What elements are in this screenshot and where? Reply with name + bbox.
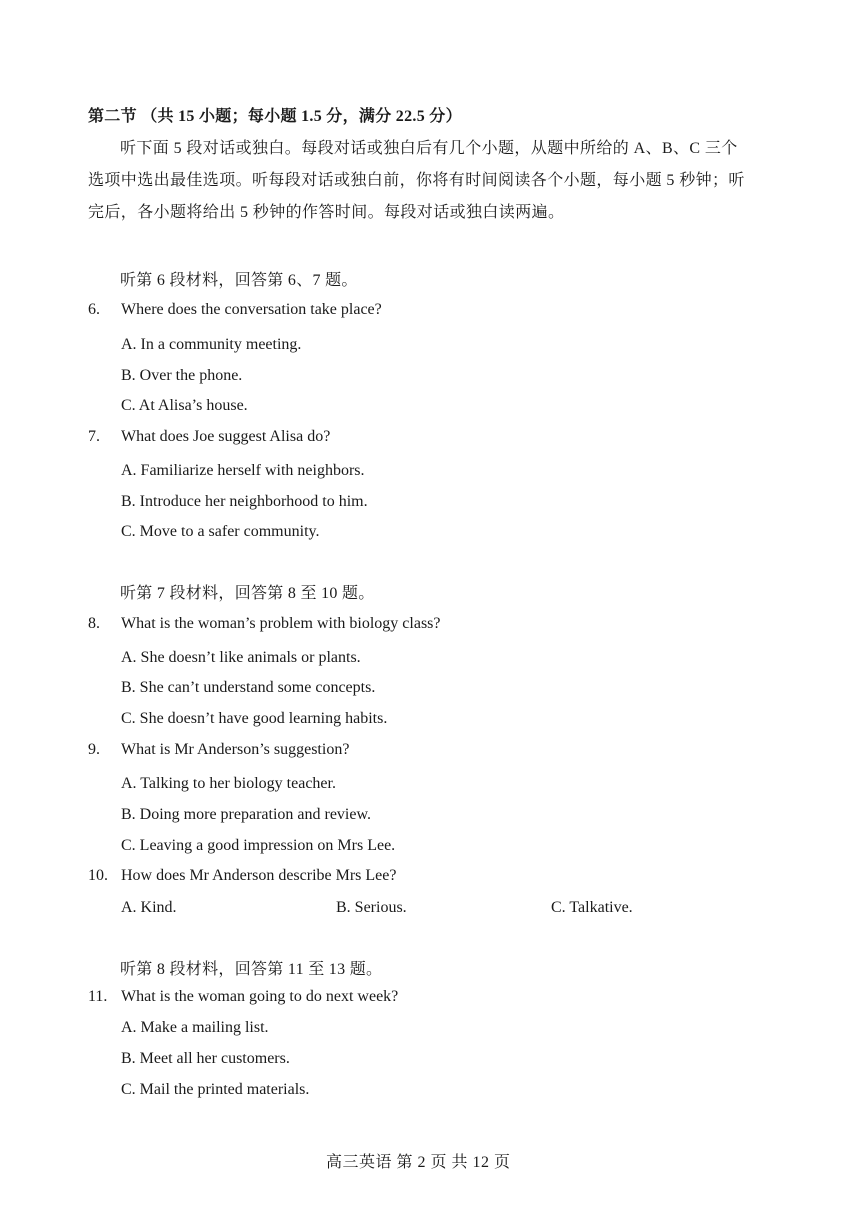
question-text: What does Joe suggest Alisa do? [121, 428, 331, 445]
section-intro [88, 133, 782, 229]
page-footer: 高三英语 第 2 页 共 12 页 [326, 1154, 511, 1171]
option-a[interactable]: A. Talking to her biology teacher. [121, 775, 336, 792]
question-text: What is the woman’s problem with biology class? [121, 615, 441, 632]
question-number: 6. [88, 301, 100, 318]
question-text: Where does the conversation take place? [121, 301, 382, 318]
question-number: 10. [88, 867, 108, 884]
option-a[interactable]: A. She doesn’t like animals or plants. [121, 649, 361, 666]
intro-line: 听下面 5 段对话或独白。每段对话或独白后有几个小题，从题中所给的 A、B、C 三个 [120, 140, 738, 157]
option-c[interactable]: C. Mail the printed materials. [121, 1081, 310, 1098]
option-b[interactable]: B. Over the phone. [121, 367, 243, 384]
option-b[interactable]: B. Doing more preparation and review. [121, 806, 371, 823]
question-text: What is the woman going to do next week? [121, 988, 399, 1005]
question-text: How does Mr Anderson describe Mrs Lee? [121, 867, 397, 884]
intro-line: 完后，各小题将给出 5 秒钟的作答时间。每段对话或独白读两遍。 [88, 204, 565, 221]
option-c[interactable]: C. At Alisa’s house. [121, 397, 248, 414]
question-number: 8. [88, 615, 100, 632]
group-instruction: 听第 6 段材料，回答第 6、7 题。 [120, 272, 358, 289]
option-c[interactable]: C. She doesn’t have good learning habits. [121, 710, 388, 727]
intro-line: 选项中选出最佳选项。听每段对话或独白前，你将有时间阅读各个小题，每小题 5 秒钟；听 [88, 172, 745, 189]
question-number: 11. [88, 988, 108, 1005]
group-instruction: 听第 7 段材料，回答第 8 至 10 题。 [120, 585, 375, 602]
option-b[interactable]: B. Meet all her customers. [121, 1050, 290, 1067]
option-b[interactable]: B. Serious. [336, 899, 407, 916]
option-b[interactable]: B. Introduce her neighborhood to him. [121, 493, 368, 510]
group-instruction: 听第 8 段材料，回答第 11 至 13 题。 [120, 961, 383, 978]
question-number: 7. [88, 428, 100, 445]
question-text: What is Mr Anderson’s suggestion? [121, 741, 350, 758]
option-a[interactable]: A. Familiarize herself with neighbors. [121, 462, 365, 479]
option-c[interactable]: C. Talkative. [551, 899, 633, 916]
option-a[interactable]: A. In a community meeting. [121, 336, 302, 353]
question-number: 9. [88, 741, 100, 758]
option-a[interactable]: A. Make a mailing list. [121, 1019, 269, 1036]
option-c[interactable]: C. Move to a safer community. [121, 523, 320, 540]
section-title: 第二节 （共 15 小题；每小题 1.5 分，满分 22.5 分） [88, 108, 462, 125]
option-a[interactable]: A. Kind. [121, 899, 177, 916]
option-b[interactable]: B. She can’t understand some concepts. [121, 679, 376, 696]
option-c[interactable]: C. Leaving a good impression on Mrs Lee. [121, 837, 396, 854]
